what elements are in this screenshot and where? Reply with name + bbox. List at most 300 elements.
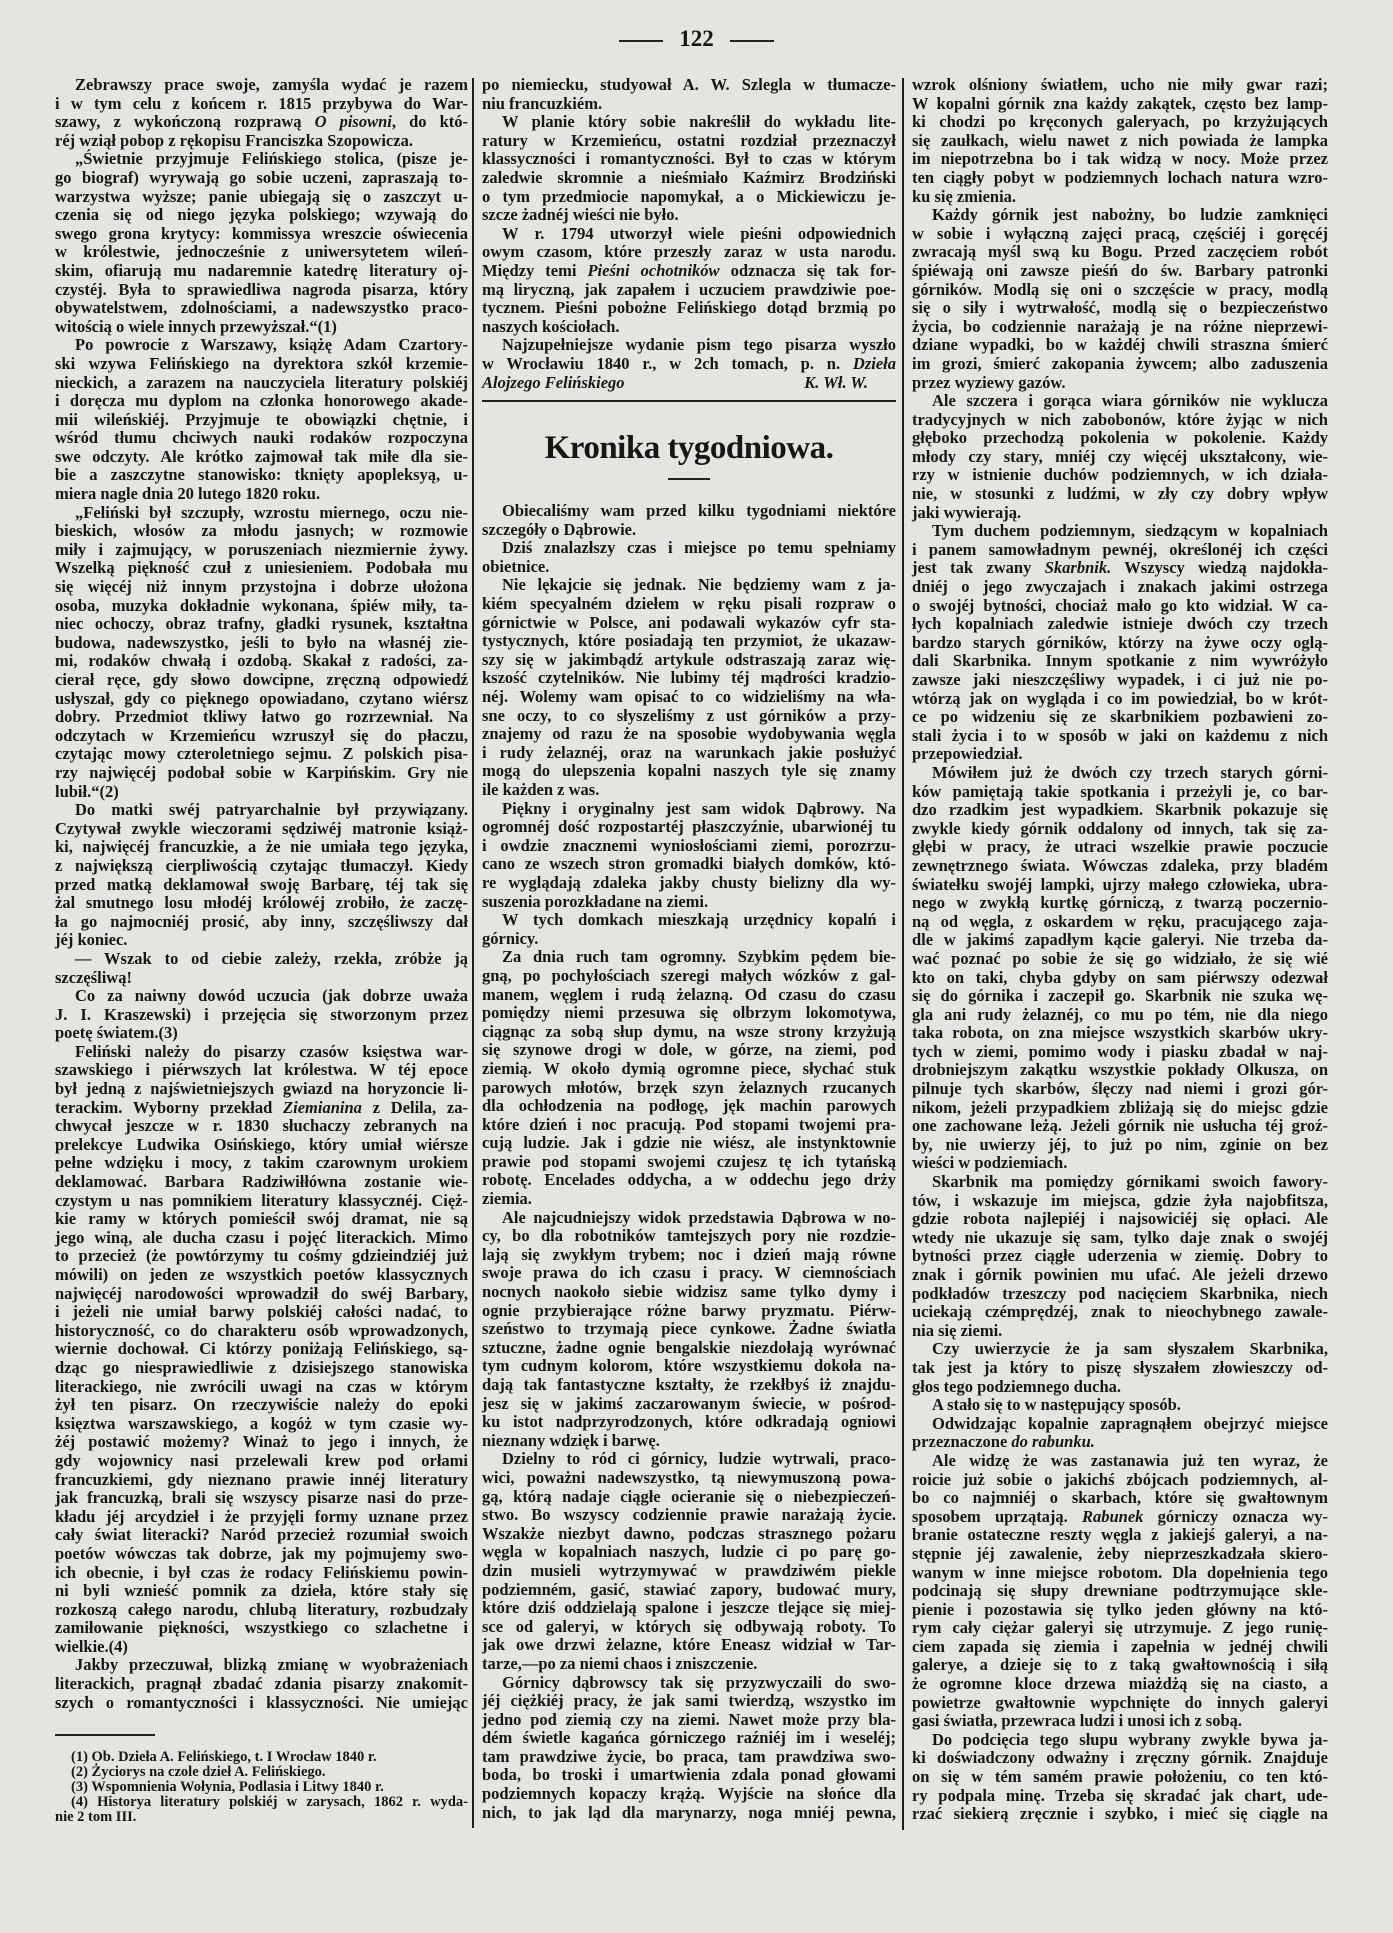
text-line: Zebrawszy prace swoje, zamyśla wydać je razem xyxy=(75,75,468,94)
text-line: jaki wywierają. xyxy=(912,502,1022,522)
text-line: najwięcéj narodowości wprowadził do swéj Barbary, xyxy=(55,1283,468,1303)
paragraph xyxy=(55,336,468,503)
paragraph xyxy=(912,76,1328,206)
text-line: bieskich, włosów za młodu jasnych; w rozmowie xyxy=(55,521,468,541)
text-segment: przeznaczone xyxy=(912,1432,1012,1452)
paragraph xyxy=(912,764,1328,1173)
text-line: gla ani rudy żelaznéj, co mu po tém, nie dla niego xyxy=(912,1004,1328,1024)
text-line: Za dnia ruch tam ogromny. Szybkim pędem bie- xyxy=(502,947,896,967)
text-line: bardzo starych górników, którzy na żywe oczy oglą- xyxy=(912,632,1328,652)
text-line: w sobie i wyłączną zajęci pracą, częściéj i goręcéj xyxy=(912,223,1328,243)
text-line: miły i zajmujący, w poruszeniach niezmiernie żywy. xyxy=(55,539,468,559)
text-line: ła go najmocniéj prosić, aby inny, szczęśliwszy dał xyxy=(55,911,468,931)
text-line: naszych kościołach. xyxy=(482,316,620,336)
text-line: wtedy nie ukazuje się sam, tylko daje znak o swojéj xyxy=(912,1227,1328,1247)
text-line: szczęśliwą! xyxy=(55,967,132,987)
text-line: głęboko przechodzą pokolenia w pokolenie. Każdy xyxy=(912,428,1328,448)
text-line: szawskiego i piérwszych lat królestwa. W téj epoce xyxy=(55,1060,468,1080)
text-line: gasi światła, przewraca ludzi i unosi ich z sobą. xyxy=(912,1711,1243,1731)
paragraph xyxy=(912,522,1328,764)
text-line: poetów wówczas tak dobrze, jak my pojmujemy swo- xyxy=(55,1543,468,1563)
text-line: im niepotrzebna bo i tak widzą w nocy. Może przez xyxy=(912,149,1328,169)
text-line: Do podcięcia tego słupu wybrany zwykle bywa ja- xyxy=(932,1729,1328,1749)
text-line: po niemiecku, studyował A. W. Szlegla w tłumacze- xyxy=(482,75,896,94)
text-line: nich, to jak ląd dla marynarzy, noga mniéj pewna, xyxy=(482,1802,896,1822)
text-line: ną od węgla, z oskardem w ręku, pracującego zaja- xyxy=(912,911,1328,931)
text-line: z największą cierpliwością czytając tłumaczył. Kiedy xyxy=(55,855,468,875)
text-line: dząc go niesprawiedliwie z dzisiejszego stanowiska xyxy=(55,1357,468,1377)
text-line: tym cudnym kolorom, które wszystkiemu dokoła na- xyxy=(482,1356,896,1376)
text-line: Górnicy dąbrowscy tak się przyzwyczaili do swo- xyxy=(502,1672,896,1692)
text-line: szcze żadnéj wieści nie było. xyxy=(482,205,679,225)
text-line: uciekają czémprędzéj, znak to nieochybnego zawale- xyxy=(912,1302,1328,1322)
text-line: Nie lękajcie się jednak. Nie będziemy wam z ja- xyxy=(502,575,896,595)
paragraph xyxy=(55,801,468,950)
text-line: cy, bo dla robotników tamtejszych pory nie rozdzie- xyxy=(482,1226,896,1246)
text-line: czystéj. Była to sprawiedliwa nagroda pisarza, który xyxy=(55,279,468,299)
text-line: się szynowe drogi w dole, w górze, na ziemi, pod xyxy=(482,1040,896,1060)
text-line: tak jest ja który to piszę słyszałem złowieszczy od- xyxy=(912,1357,1328,1377)
text-line xyxy=(55,1099,468,1118)
text-line: to przecież (że powtórzymy tu cośmy gdzieindziéj już xyxy=(55,1246,468,1266)
text-line: ce po widzeniu się ze skarbnikiem pozbawieni zo- xyxy=(912,707,1328,727)
text-line: W r. 1794 utworzył wiele pieśni odpowiednich xyxy=(502,223,896,243)
text-line: górników. Modlą się oni o szczęście w pracy, modlą xyxy=(912,279,1328,299)
text-line: nie, w stosunki z ludźmi, w zły czy dobry wpływ xyxy=(912,484,1328,504)
paragraph xyxy=(482,539,896,576)
text-line: ni byli wznieść pomnik za dzieła, które stały się xyxy=(55,1581,468,1601)
italic-text: Rabunek xyxy=(1081,1506,1144,1526)
text-line: Tym duchem podziemnym, siedzącym w kopalniach xyxy=(932,521,1328,541)
text-line: szych o romantyczności i klassyczności. Nie umiejąc xyxy=(55,1692,468,1712)
paragraph xyxy=(55,1043,468,1657)
text-line: szy się w jakimbądź artykule odstraszają zaraz wię- xyxy=(482,649,896,669)
text-line: podziemném, gasić, stawiać zapory, budować mury, xyxy=(482,1579,896,1599)
text-line: warzystwa wyższe; panie ubiegają się o zaszczyt u- xyxy=(55,186,468,206)
text-line: on się w tém samém prawie położeniu, co ten któ- xyxy=(912,1767,1328,1787)
text-line: łych kopalniach zaledwie istnieje dwóch czy trzech xyxy=(912,614,1328,634)
text-line: wici, poważni nadewszystko, tą niewymuszoną powa- xyxy=(482,1467,896,1487)
text-line: o tym przedmiocie napomykał, a o Mickiewiczu je- xyxy=(482,186,896,206)
text-line: wśród tłumu chciwych nauki rodaków rozpoczyna xyxy=(55,428,468,448)
text-line: miera nagle dnia 20 lutego 1820 roku. xyxy=(55,484,321,504)
text-line: tystycznych, które posiadają ten przymiot, że ukazaw- xyxy=(482,631,896,651)
paragraph xyxy=(482,1450,896,1673)
text-line: osoba, muzyka dokładnie wykonana, śpiéw miły, ta- xyxy=(55,595,468,615)
text-line: dziane wypadki, bo w każdéj chwili straszna śmierć xyxy=(912,335,1328,355)
paragraph xyxy=(912,1396,1328,1415)
text-line: górnictwie w Polsce, ani podawali wykazów cyfr sta- xyxy=(482,612,896,632)
text-line: Skarbnik ma pomiędzy górnikami swoich fawory- xyxy=(932,1172,1328,1192)
column-2 xyxy=(482,76,896,1822)
text-line: swoje prawa do ich czasu i pracy. W ciemnościach xyxy=(482,1263,896,1283)
text-line: Co za naiwny dowód uczucia (jak dobrze uważa xyxy=(75,986,468,1006)
text-line: cano ze wszech stron gromadki białych domków, któ- xyxy=(482,854,896,874)
text-line: ki doświadczony odważny i zręczny górnik. Znajduje xyxy=(912,1748,1328,1768)
text-line xyxy=(482,355,896,374)
text-line: dniéj o jego zwyczajach i znakach jakimi ostrzega xyxy=(912,577,1328,597)
paragraph xyxy=(482,576,896,799)
text-line: owym czasom, które przeszły zaraz w usta narodu. xyxy=(482,242,896,262)
text-line: tycznem. Pieśni pobożne Felińskiego dotąd brzmią po xyxy=(482,298,896,318)
text-line: ognie przybierające różne barwy pryzmatu. Piérw- xyxy=(482,1300,896,1320)
text-line: francuzkiemi, gdy nieznano prawie innéj literatury xyxy=(55,1469,468,1489)
text-line: mą liryczną, jak zapałem i uczuciem prawdziwie poe- xyxy=(482,279,896,299)
paragraph xyxy=(55,950,468,987)
text-line: rzy najwięcéj podobał sobie w Karpińskim. Gry nie xyxy=(55,762,468,782)
paragraph xyxy=(912,1452,1328,1731)
text-line: dém świetle kagańca górniczego raźniéj im i weseléj; xyxy=(482,1728,896,1748)
text-segment: Wszyscy wiedzą najdokła- xyxy=(1111,558,1328,578)
text-line: literackiego, nie zwrócili uwagi na czas w którym xyxy=(55,1376,468,1396)
text-line: jéj koniec. xyxy=(55,930,128,950)
text-line: ki, najwięcéj francuzkie, a że nie umiała tego języka, xyxy=(55,837,468,857)
text-line: gną, po pochyłościach szeregi małych wózków z gal- xyxy=(482,965,896,985)
text-line: dali Skarbnika. Innym spotkanie z nim wywróżyło xyxy=(912,651,1328,671)
text-line: powietrze gwałtownie wypchnięte do innych galeryi xyxy=(912,1692,1328,1712)
text-line: wielkie.(4) xyxy=(55,1636,128,1656)
text-line: zaledwie skromnie a nieśmiało Kaźmirz Brodziński xyxy=(482,167,896,187)
italic-text: do rabunku. xyxy=(1011,1432,1095,1452)
text-line: które dziś oddzielają spalone i jeszcze tlejące się miej- xyxy=(482,1598,896,1618)
column-1 xyxy=(55,76,468,1825)
text-line: W kopalni górnik zna każdy zakątek, często bez lamp- xyxy=(912,93,1328,113)
text-segment: w Wrocławiu 1840 r., w 2ch tomach, p. n. xyxy=(482,353,853,373)
text-segment: sposobem uprzątają. xyxy=(912,1506,1082,1526)
text-line: życia, bo codziennie narażają je na różne nieprzewi- xyxy=(912,316,1328,336)
text-line: — Wszak to od ciebie zależy, rzekła, zróbże ją xyxy=(75,948,468,968)
work-title: Alojzego Felińskiego xyxy=(482,372,625,392)
text-line: Czytywał zwykle wieczorami sędziwéj matronie książ- xyxy=(55,818,468,838)
text-line: się do górnika i zaczepił go. Skarbnik nie szuka wę- xyxy=(912,986,1328,1006)
text-line: by, nie uwierzy jéj, to już po nim, zginie on bez xyxy=(912,1134,1328,1154)
text-line xyxy=(912,1508,1328,1527)
text-line: w królestwie, jednocześnie z uniwersytetem wileń- xyxy=(55,242,468,262)
text-segment: odznacza się tak for- xyxy=(719,260,896,280)
text-line: się zaułkach, wielu nawet z nich powiada że lampka xyxy=(912,130,1328,150)
text-line: drobniejszym zakątku wszystkie pokłady Olkusza, on xyxy=(912,1060,1328,1080)
text-line: Najzupełniejsze wydanie pism tego pisarza wyszło xyxy=(502,335,896,355)
text-line: odczytach w Krzemieńcu wzruszył się do płaczu, xyxy=(55,725,468,745)
text-line: kładu jéj arcydzieł i że przyjęli formy uznane przez xyxy=(55,1506,468,1526)
text-line: ratury w Krzemieńcu, ostatni rozdział przeznaczył xyxy=(482,130,896,150)
text-line: tradycyjnych w nich zabobonów, które żyjąc w nich xyxy=(912,409,1328,429)
text-line: dla ochłodzenia na podłogę, jęk machin parowych xyxy=(482,1096,896,1116)
text-segment: z Delila, za- xyxy=(361,1097,468,1117)
footnote-line: (2) Życiorys na czole dzieł A. Felińskiego. xyxy=(71,1764,326,1781)
text-line: pełne wdzięku i mocy, z takim czarownym urokiem xyxy=(55,1153,468,1173)
text-segment: górniczy oznacza wy- xyxy=(1143,1506,1328,1526)
text-line: „Feliński był szczupły, wzrostu miernego, oczu nie- xyxy=(75,502,468,522)
text-line: sce od galeryi, w których się odbywają roboty. To xyxy=(482,1616,896,1636)
text-line: Ale widzę że was zastanawia już ten wyraz, że xyxy=(932,1450,1328,1470)
text-line: śpiéwają oni zawsze pieśń do św. Barbary patronki xyxy=(912,260,1328,280)
text-line xyxy=(912,1433,1328,1452)
text-line: boda, bo troski i umartwienia zdala ponad głowami xyxy=(482,1765,896,1785)
footnote-separator xyxy=(55,1734,155,1736)
text-line: Po powrocie z Warszawy, książę Adam Czartory- xyxy=(75,335,468,355)
text-line: wtórzą jak on wygląda i co im powiedział, bo w krót- xyxy=(912,688,1328,708)
text-line: suszenia porozkładane na ziemi. xyxy=(482,891,709,911)
italic-text: Pieśni ochotników xyxy=(587,260,720,280)
text-line: pilnuje tych skarbów, ślęczy nad niemi i grozi gór- xyxy=(912,1079,1328,1099)
footnote-line: (4) Historya literatury polskiéj w zarysach, 1862 r. wyda- xyxy=(71,1794,468,1811)
paragraph xyxy=(482,225,896,337)
text-line: Wszelką piękność czuł z uniesieniem. Podobała mu xyxy=(55,558,468,578)
text-line: i jeżeli nie umiał barwy polskiéj całości nadać, to xyxy=(55,1302,468,1322)
paragraph xyxy=(55,504,468,802)
text-line: tam prawdziwe życie, bo praca, tam prawdziwa swo- xyxy=(482,1746,896,1766)
paragraph xyxy=(482,113,896,225)
text-line: młody czy stary, mniéj czy więcéj ukształcony, wie- xyxy=(912,446,1328,466)
text-line: ciągnąc za sobą słup dymu, na wsze strony krzyżują xyxy=(482,1021,896,1041)
text-line: wieści w podziemiach. xyxy=(912,1153,1068,1173)
text-line: żal smutnego losu młodéj królowéj zrobiło, że zaczę- xyxy=(55,893,468,913)
text-line: mogą do ulepszenia kopalni naszych tyle się znamy xyxy=(482,761,896,781)
text-line: prawie pod stopami swojemi czujesz tę ich tytańską xyxy=(482,1151,896,1171)
text-line: przepowiedział. xyxy=(912,744,1023,764)
text-line: bie a zaszczytne stanowisko: tknięty apopleksyą, u- xyxy=(55,465,468,485)
text-line: jak francuzką, brali się wszyscy pisarze nasi do prze- xyxy=(55,1488,468,1508)
text-line: jak owe drzwi żelazne, które Eneasz widział w Tar- xyxy=(482,1635,896,1655)
text-line: galerye, a dzieje się to z taką gwałtownością i siłą xyxy=(912,1655,1328,1675)
text-line: szczegóły o Dąbrowie. xyxy=(482,519,637,539)
text-line: mówili) on jeden ze wszystkich poetów klassycznych xyxy=(55,1265,468,1284)
paragraph xyxy=(482,1209,896,1451)
text-line: czytając mowy czteroletniego sejmu. Z polskich pisa- xyxy=(55,744,468,764)
text-line: ich obecnie, i był czas że rodacy Felińskiemu powin- xyxy=(55,1562,468,1582)
text-line: niu francuzkiém. xyxy=(482,93,603,113)
text-line: Dzielny to ród ci górnicy, ludzie wytrwali, praco- xyxy=(502,1449,896,1469)
text-line: poetę światem.(3) xyxy=(55,1023,178,1043)
text-line: bo co najmniéj o skarbach, które się gwałtownym xyxy=(912,1488,1328,1508)
text-line: Odwidzając kopalnie zapragnąłem obejrzyć miejsce xyxy=(932,1413,1328,1433)
text-line: podziemnych kopaczy krążą. Wyjście na słońce dla xyxy=(482,1784,896,1804)
text-line: podcinają się słupy drewniane podtrzymujące skle- xyxy=(912,1581,1328,1601)
paragraph xyxy=(482,502,896,539)
text-line: ry podpala minę. Trzeba się skradać jak chart, ude- xyxy=(912,1785,1328,1805)
text-line: ski wzywa Felińskiego na dyrektora szkół krzemie- xyxy=(55,353,468,373)
text-line: i panem samowładnym pewnéj, określonéj ich części xyxy=(912,539,1328,559)
text-line: J. I. Kraszewski) i przejęcia się stworzonym przez xyxy=(55,1004,468,1024)
text-line: „Świetnie przyjmuje Felińskiego stolica, (pisze je- xyxy=(75,149,468,169)
italic-text: O pisowni xyxy=(314,112,392,132)
text-line: ile każden z was. xyxy=(482,780,600,799)
text-line: rzać siekierą zręcznie i szybko, i mieć się ciągle na xyxy=(912,1804,1328,1824)
text-line: swe odczyty. Ale krótko zajmował tak miłe dla sie- xyxy=(55,446,468,466)
text-line: ków pamiętają takie spotkania i przeżyli je, co bar- xyxy=(912,781,1328,801)
text-line: księztwa warszawskiego, a kogóż w tym czasie wy- xyxy=(55,1413,468,1433)
text-line: robotę. Encelades oddycha, a w oddechu jego drży xyxy=(482,1170,896,1190)
paragraph xyxy=(482,948,896,1208)
text-line: wzrok olśniony światłem, ucho nie miły gwar razi; xyxy=(912,75,1328,94)
text-line: nikom, jeżeli przypadkiem zbliżają się do miejsc gdzie xyxy=(912,1097,1328,1117)
text-line: głos tego podziemnego ducha. xyxy=(912,1376,1122,1396)
italic-text: Skarbnik. xyxy=(1044,558,1112,578)
text-line: Obiecaliśmy wam przed kilku tygodniami niektóre xyxy=(502,501,896,521)
text-line: Wszakże niezbyt dawno, podczas strasznego pożaru xyxy=(482,1523,896,1543)
text-line: tów, i wskazuje im miejsca, gdzie żyła najobfitsza, xyxy=(912,1190,1328,1210)
text-line: A stało się to w następujący sposób. xyxy=(932,1395,1181,1415)
text-line: nieckich, a zarazem na nauczyciela literatury polskiéj xyxy=(55,372,468,392)
text-line: ten ciągły pobyt w podziemnych lochach natura wzro- xyxy=(912,167,1328,187)
paragraph xyxy=(55,150,468,336)
text-line: mii wileńskiéj. Przyjmuje te obowiązki chętnie, i xyxy=(55,409,468,429)
text-line: tarze,—po za niemi chaos i zniszczenie. xyxy=(482,1653,758,1673)
text-line: sztuczne, żadne ognie bengalskie niezdołają wyrównać xyxy=(482,1337,896,1357)
text-line: był jedną z najświetniejszych gwiazd na horyzoncie li- xyxy=(55,1079,468,1099)
text-line: rym cały ciężar galeryi się utrzymuje. Z jego runię- xyxy=(912,1618,1328,1638)
text-line: jedno pod ziemią czy na ziemi. Nawet może przy bla- xyxy=(482,1709,896,1729)
text-line: kie ramy w których pomieścił swój dramat, nie są xyxy=(55,1209,468,1229)
text-line: i rudy żelaznéj, oraz na warunkach jakie posłużyć xyxy=(482,742,896,762)
text-line: deklamować. Barbara Radziwiłłówna zostanie wie- xyxy=(55,1172,468,1192)
paragraph xyxy=(55,1656,468,1712)
text-line: się więcéj niż innym przystojna i dobrze ułożona xyxy=(55,577,468,597)
text-line: lubił.“(2) xyxy=(55,781,119,801)
text-line: dle w jakimś zapadłym kącie galeryi. Nie trzeba da- xyxy=(912,930,1328,950)
text-line: sne oczy, to co słyszeliśmy z ust górników a przy- xyxy=(482,705,896,725)
text-segment: terackim. Wyborny przekład xyxy=(55,1097,284,1117)
italic-text: Ziemianina xyxy=(283,1097,362,1117)
text-line: cierał ręce, gdy słowo dowcipne, zręczną odpowiedź xyxy=(55,670,468,689)
text-line: chwycał jeszcze w r. 1830 słuchaczy zebranych na xyxy=(55,1116,468,1136)
text-line: dają tak fantastyczne kształty, że rzekłbyś iż znajdu- xyxy=(482,1375,896,1394)
text-line: zwykle kiedy górnik oddalony od innych, tak się za- xyxy=(912,818,1328,838)
text-line: cały świat literacki? Naród przecież rozumiał swoich xyxy=(55,1525,468,1545)
text-line: i doręcza mu dyplom na członka honorowego akade- xyxy=(55,391,468,411)
signature-line xyxy=(482,374,896,393)
paragraph xyxy=(912,1731,1328,1824)
text-line: roicie już sobie o jakichś zbójcach podziemnych, al- xyxy=(912,1469,1328,1489)
paragraph xyxy=(482,336,896,392)
page-number-dash-left xyxy=(619,40,663,42)
text-line: gą, którą nadaje ciągłe ocieranie się o niebezpieczeń- xyxy=(482,1486,896,1506)
text-segment: Między temi xyxy=(482,260,588,280)
text-line: żył ten pisarz. On rzeczywiście należy do epoki xyxy=(55,1395,468,1415)
text-line: które dzień i noc pracują. Pod stopami twojemi pra- xyxy=(482,1114,896,1134)
text-line: gdzie robota najlepiéj i najsowiciéj się opłaci. Ale xyxy=(912,1209,1328,1229)
text-line xyxy=(912,559,1328,578)
text-line: stwo. Bo wszyscy codziennie prawie narażają życie. xyxy=(482,1505,896,1525)
text-line: światełku swojéj lampki, ujrzy małego człowieka, ubra- xyxy=(912,874,1328,894)
text-line: W tych domkach mieszkają urzędnicy kopalń i xyxy=(502,910,896,930)
page-number-header xyxy=(0,26,1393,52)
text-line: Mówiłem już że dwóch czy trzech starych górni- xyxy=(932,762,1328,782)
text-line: i owdzie znacznemi wyniosłościami ziemi, porozrzu- xyxy=(482,835,896,855)
text-line: im grozi, śmierć zakopania żywcem; albo zaduszenia xyxy=(912,353,1328,373)
column-divider-1 xyxy=(472,78,474,1828)
text-line: Czy uwierzycie że ja sam słyszałem Skarbnika, xyxy=(932,1339,1328,1359)
paragraph xyxy=(482,76,896,113)
text-line: Ale najcudniejszy widok przedstawia Dąbrowa w no- xyxy=(502,1207,896,1227)
text-line: niec ochoczy, obraz trafny, gładki rysunek, kształtna xyxy=(55,614,468,634)
section-divider xyxy=(482,400,896,402)
italic-text: Dzieła xyxy=(852,353,896,373)
text-line: że ogromne kloce drzewa miażdżą się na ciasto, a xyxy=(912,1674,1328,1694)
text-line: parowych młotów, brzęk szyn żelaznych rzucanych xyxy=(482,1077,896,1097)
text-line: znak i górnik powinien mu ufać. Ale jeżeli drzewo xyxy=(912,1265,1328,1284)
page-number-dash-right xyxy=(730,40,774,42)
text-line: néj. Wolemy wam opisać to co widzieliśmy na wła- xyxy=(482,687,896,707)
text-line: ziemia. xyxy=(482,1189,532,1209)
text-line: dzin musieli wytrzymywać w prawdziwém piekle xyxy=(482,1560,896,1580)
text-line: zewnętrznego świata. Wówczas zdaleka, przy bladém xyxy=(912,855,1328,875)
text-line: rzy w istnienie duchów podziemnych, w ich działa- xyxy=(912,465,1328,485)
text-line: wać poznać po sobie że się go widziało, że się wié xyxy=(912,948,1328,968)
text-line: jesz się w jakimś zaczarowanym świecie, w pośrod- xyxy=(482,1393,896,1413)
text-line: przez wyziewy gazów. xyxy=(912,372,1066,392)
text-line: mi, rodaków chwałą i ozdobą. Skakał z radości, za- xyxy=(55,651,468,671)
text-line: zawsze jaki nieszczęśliwy wypadek, i ci już nie po- xyxy=(912,670,1328,689)
text-line: usłyszał, gdy co pięknego opowiadano, czytano wiérsz xyxy=(55,688,468,708)
footnote-line: (3) Wspomnienia Wołynia, Podlasia i Litwy 1840 r. xyxy=(71,1779,384,1796)
text-line: zamiłowanie piękności, wszystkiego co szlachetne i xyxy=(55,1618,468,1638)
text-line: nieznany wdzięk i barwę. xyxy=(482,1430,660,1450)
text-line: podkładów trzeszczy pod nacięciem Skarbnika, niech xyxy=(912,1283,1328,1303)
text-line: pienie i pozostawia się tylko jeden główny na któ- xyxy=(912,1599,1328,1619)
text-line: przed matką deklamował swoję Barbarę, téj tak się xyxy=(55,874,468,894)
text-line: stępnie jéj zawalenie, żeby nieprzeszkadzała skiero- xyxy=(912,1543,1328,1563)
text-line: prelekcye Ludwika Osińskiego, który umiał wiérsze xyxy=(55,1134,468,1154)
text-line: węgla w kopalniach naszych, ludzie ci po parę go- xyxy=(482,1542,896,1562)
text-line: lają się zwykłym trybem; noc i dzień mają równe xyxy=(482,1244,896,1264)
text-line: kto on taki, chyba gdyby on sam piérwszy odezwał xyxy=(912,967,1328,987)
text-line xyxy=(482,262,896,281)
paragraph xyxy=(912,1340,1328,1396)
heading-underline xyxy=(668,478,710,480)
text-line: Dziś znalazłszy czas i miejsce po temu spełniamy xyxy=(502,538,896,558)
text-line: nia się ziemi. xyxy=(912,1320,1003,1340)
text-line: branie ostateczne reszty węgla z jakiejś galeryi, a na- xyxy=(912,1525,1328,1545)
text-line: jéj ciężkiéj pracy, że jak sami twierdzą, wszystko im xyxy=(482,1691,896,1711)
text-line: ciem zapada się ziemia i zapełnia w jednéj chwili xyxy=(912,1636,1328,1656)
text-line: szeństwo to trzymają piece cynkowe. Żadne światła xyxy=(482,1319,896,1339)
text-line: manem, węglem i rudą żelazną. Od czasu do czasu xyxy=(482,984,896,1004)
text-line: dzo rzadkim jest wypadkiem. Skarbnik pokazuje się xyxy=(912,800,1328,820)
paragraph xyxy=(55,76,468,150)
text-line: ziemią. W około dymią ogromne piece, słychać stuk xyxy=(482,1058,896,1078)
text-line: ogromnéj dość rozpostartéj płaszczyźnie, ubarwionéj tu xyxy=(482,817,896,837)
text-line: rozkoszą całego narodu, chlubą literatury, rozbudzały xyxy=(55,1599,468,1619)
text-line: bytności przez ciągłe uderzenia w ziemię. Dobry to xyxy=(912,1246,1328,1266)
text-line: ku istot nadprzyrodzonych, które odkradają ogniowi xyxy=(482,1412,896,1432)
text-line: obywatelstwem, zdolnościami, a nadewszystko praco- xyxy=(55,298,468,318)
text-line: czenia się od niego języka polskiego; wzywają do xyxy=(55,205,468,225)
text-line: tych w ziemi, pomimo wody i piasku zbadał w naj- xyxy=(912,1041,1328,1061)
text-line: zwracają myśl swą ku Bogu. Przed zaczęciem robót xyxy=(912,242,1328,262)
text-segment: , do któ- xyxy=(391,112,468,132)
text-line: pomiędzy niemi przesuwa się olbrzym lokomotywa, xyxy=(482,1003,896,1023)
paragraph xyxy=(55,987,468,1043)
text-line: réj wziął pobop z rękopisu Franciszka Szopowicza. xyxy=(55,130,413,150)
paragraph xyxy=(482,800,896,912)
text-line: Piękny i oryginalny jest sam widok Dąbrowy. Na xyxy=(502,798,896,818)
text-line: i w tym celu z końcem r. 1815 przybywa do War- xyxy=(55,93,468,113)
text-line: skim, ofiarują mu nadaremnie katedrę literatury oj- xyxy=(55,260,468,280)
paragraph xyxy=(482,911,896,948)
paragraph xyxy=(482,1674,896,1823)
paragraph xyxy=(912,1173,1328,1340)
text-line: Feliński należy do pisarzy czasów księstwa war- xyxy=(75,1041,468,1061)
text-line: ku się zmienia. xyxy=(912,186,1017,206)
text-line: W planie który sobie nakreślił do wykładu lite- xyxy=(502,112,896,132)
text-line: dobry. Przedmiot tkliwy łatwo go rozrzewniał. Na xyxy=(55,707,468,727)
text-line: taka robota, on zna miejsce wszystkich skarbów ukry- xyxy=(912,1023,1328,1043)
text-line: wanym w inne miejsce robotom. Dla dopełnienia tego xyxy=(912,1562,1328,1582)
text-line xyxy=(55,113,468,132)
text-line: Ale szczera i gorąca wiara górników nie wyklucza xyxy=(932,391,1328,411)
